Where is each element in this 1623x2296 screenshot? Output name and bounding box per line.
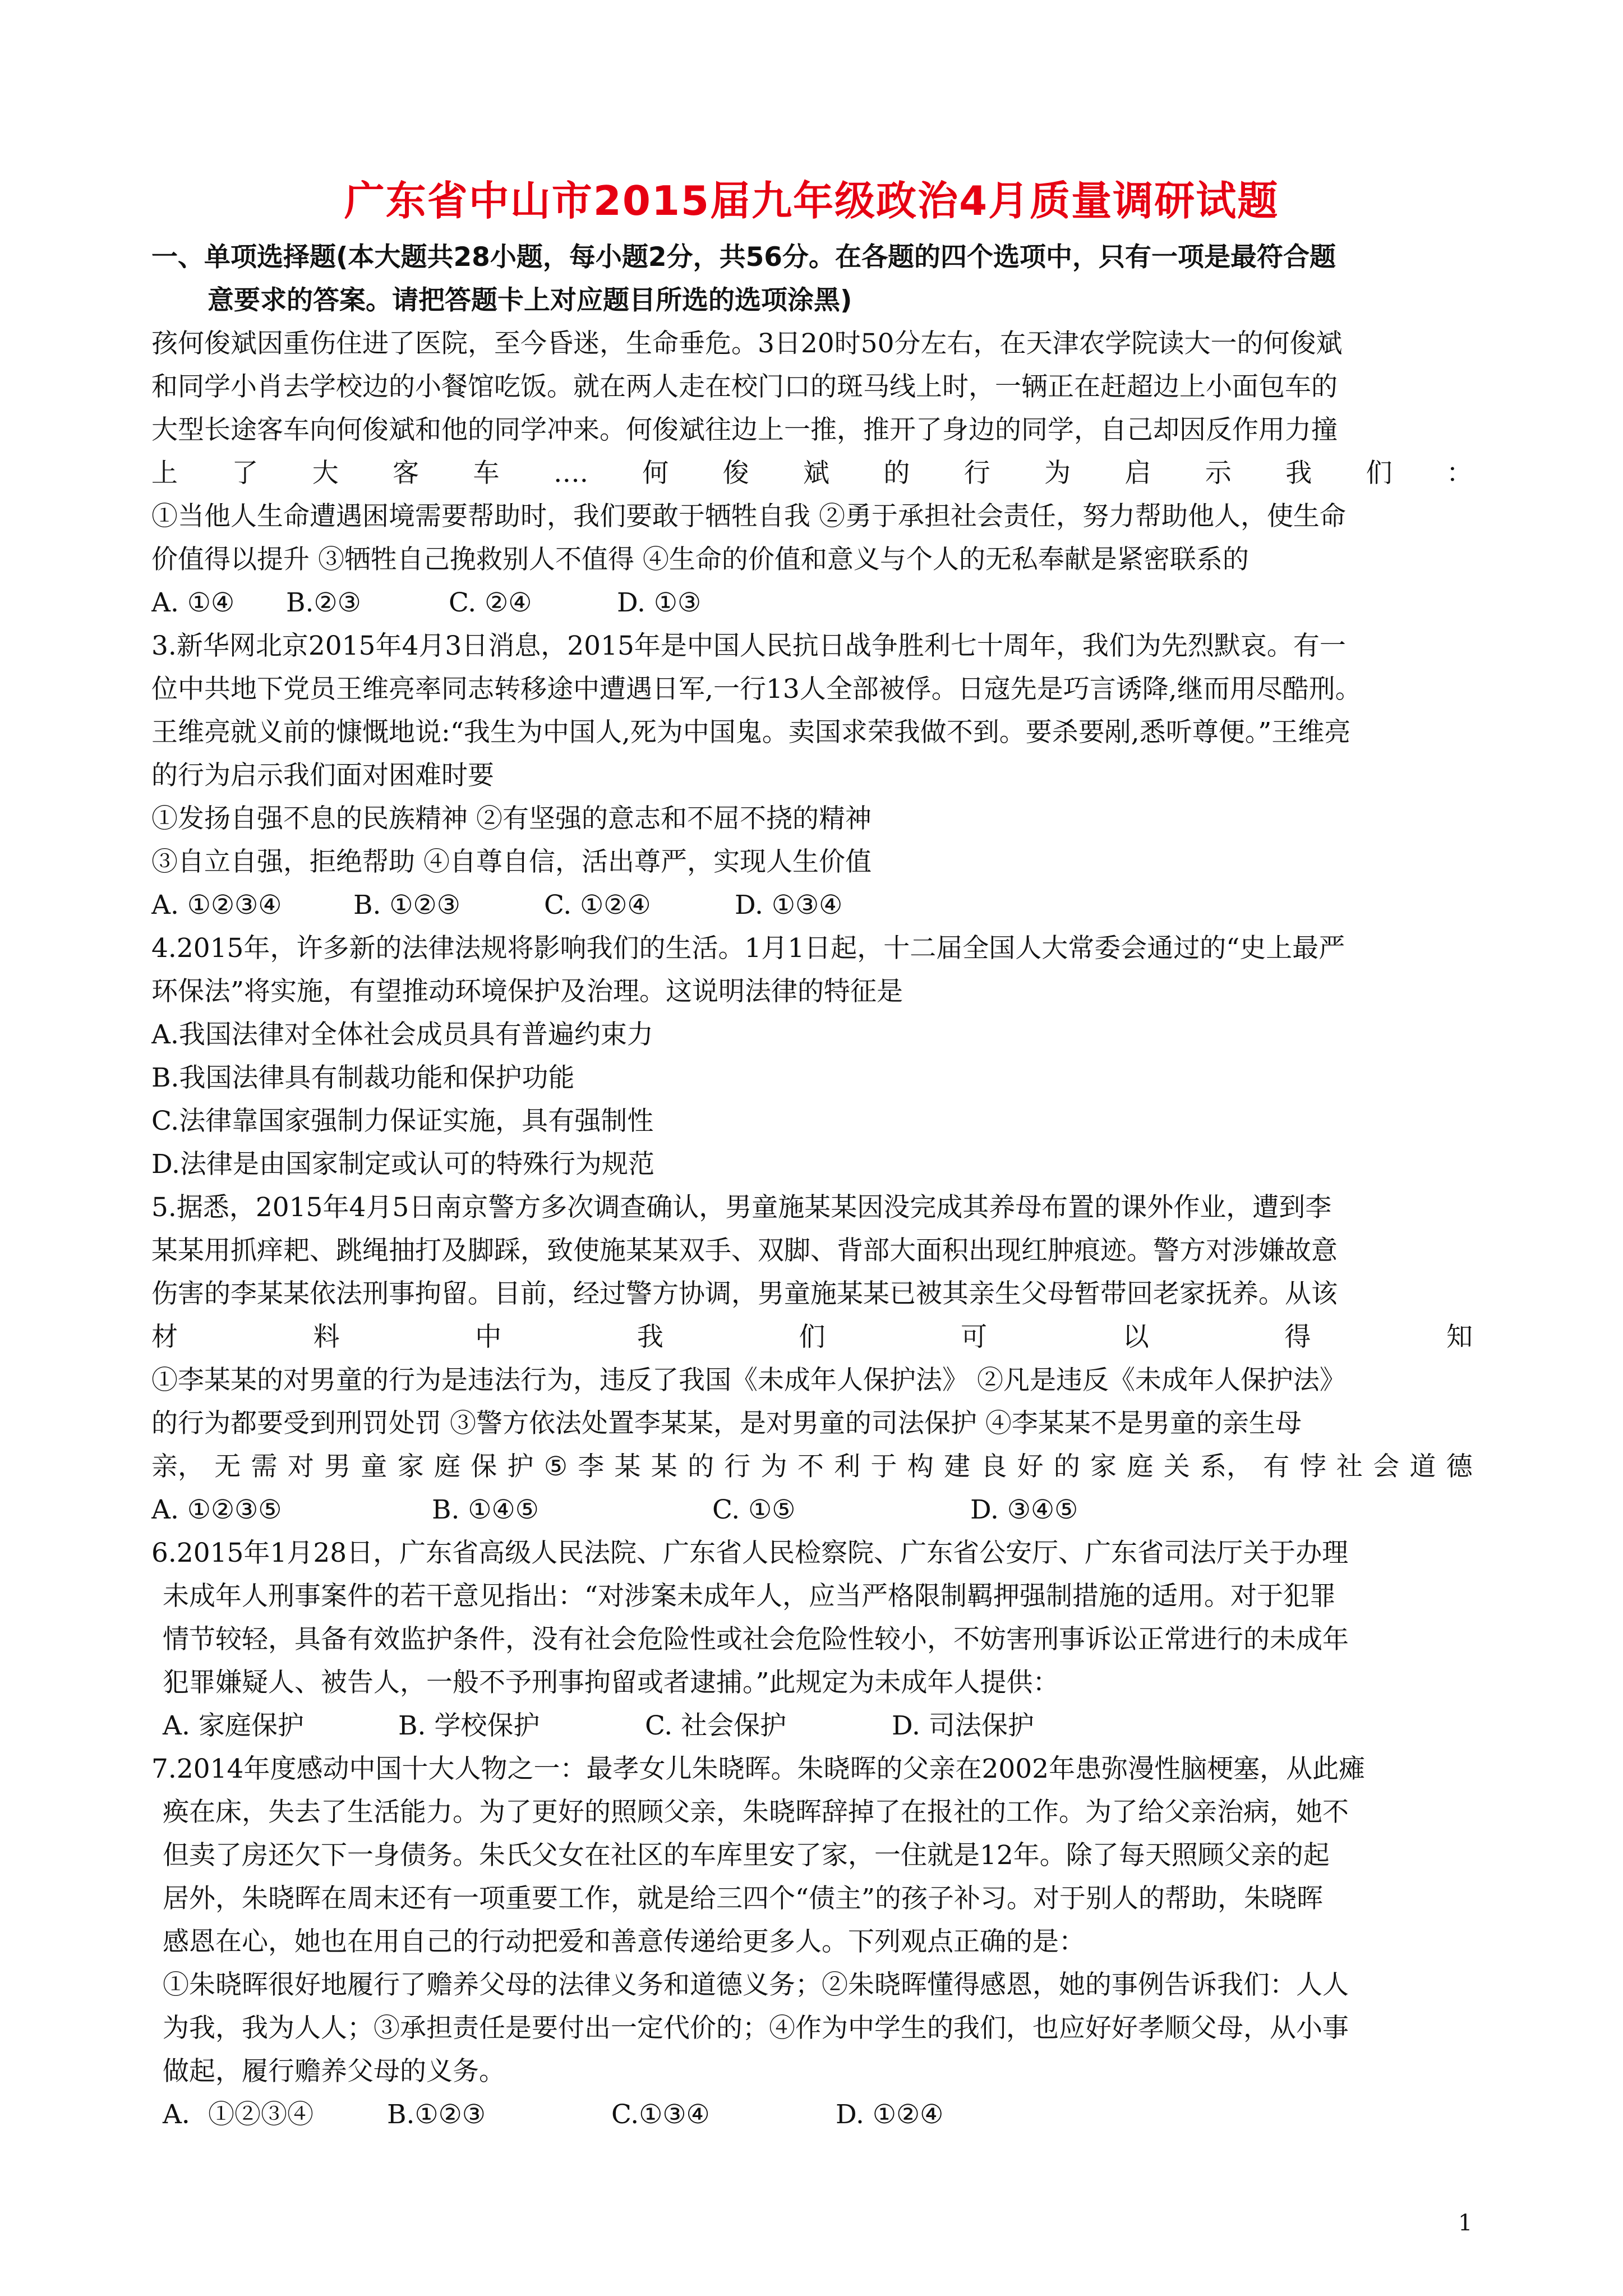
spread-token: 中 xyxy=(475,1322,502,1352)
spread-token: 亲， xyxy=(151,1451,204,1482)
spread-token: 行 xyxy=(724,1451,751,1482)
q5-statements-line-1: ①李某某的对男童的行为是违法行为，违反了我国《未成年人保护法》 ②凡是违反《未成年人保护法》 xyxy=(151,1365,1346,1396)
spread-token: 上 xyxy=(151,458,178,489)
spread-token: 悖 xyxy=(1299,1451,1326,1482)
q3-option-a: A. ①②③④ xyxy=(151,890,282,921)
spread-token: 家 xyxy=(397,1451,424,1482)
q6-option-b: B. 学校保护 xyxy=(398,1710,540,1741)
spread-token: 俊 xyxy=(722,458,749,489)
q7-line-8: 做起，履行赡养父母的义务。 xyxy=(163,2056,505,2087)
spread-token: 车 xyxy=(473,458,500,489)
spread-token: 们 xyxy=(799,1322,826,1352)
spread-token: 保 xyxy=(471,1451,497,1482)
q6-line-1: 6.2015年1月28日，广东省高级人民法院、广东省人民检察院、广东省公安厅、广东省司法厅关于办理 xyxy=(151,1538,1349,1568)
q7-line-7: 为我，我为人人；③承担责任是要付出一定代价的；④作为中学生的我们，也应好好孝顺父母，从小事 xyxy=(163,2013,1349,2044)
q3-option-c: C. ①②④ xyxy=(544,890,651,921)
q6-line-4: 犯罪嫌疑人、被告人，一般不予刑事拘留或者逮捕。”此规定为未成年人提供： xyxy=(163,1667,1059,1698)
q3-line-3: 王维亮就义前的慷慨地说:“我生为中国人,死为中国鬼。卖国求荣我做不到。要杀要剐,悉听尊便。”王维亮 xyxy=(151,717,1351,748)
spread-token: 建 xyxy=(944,1451,971,1482)
q5-line-3: 伤害的李某某依法刑事拘留。目前，经过警方协调，男童施某某已被其亲生父母暂带回老家抚养。从该 xyxy=(151,1278,1338,1309)
q3-option-b: B. ①②③ xyxy=(353,890,460,921)
spread-token: 为 xyxy=(760,1451,787,1482)
q2-option-b: B.②③ xyxy=(286,587,361,618)
q2-line-3: 大型长途客车向何俊斌和他的同学冲来。何俊斌往边上一推，推开了身边的同学，自己却因反作用力撞 xyxy=(151,415,1338,445)
q7-option-d: D. ①②④ xyxy=(836,2099,944,2130)
spread-token: 料 xyxy=(313,1322,340,1352)
spread-token: 某 xyxy=(614,1451,641,1482)
spread-token: 系， xyxy=(1200,1451,1253,1482)
spread-token: 良 xyxy=(980,1451,1007,1482)
q4-option-d: D.法律是由国家制定或认可的特殊行为规范 xyxy=(151,1149,654,1180)
q6-option-c: C. 社会保护 xyxy=(645,1710,787,1741)
spread-token: 可 xyxy=(961,1322,988,1352)
q5-option-a: A. ①②③⑤ xyxy=(151,1494,282,1525)
spread-token: 客 xyxy=(393,458,419,489)
q3-line-1: 3.新华网北京2015年4月3日消息，2015年是中国人民抗日战争胜利七十周年，我们为先烈默哀。有一 xyxy=(151,631,1346,661)
q3-line-5: ①发扬自强不息的民族精神 ②有坚强的意志和不屈不挠的精神 xyxy=(151,803,872,834)
q5-statements-line-2: 的行为都要受到刑罚处罚 ③警方依法处置李某某，是对男童的司法保护 ④李某某不是男童的亲生母 xyxy=(151,1408,1302,1439)
q3-line-2: 位中共地下党员王维亮率同志转移途中遭遇日军,一行13人全部被俘。日寇先是巧言诱降,继而用尽酷刑。 xyxy=(151,674,1362,705)
q3-option-d: D. ①③④ xyxy=(735,890,843,921)
q4-option-b: B.我国法律具有制裁功能和保护功能 xyxy=(151,1062,575,1093)
q2-spread-line xyxy=(151,452,1473,495)
q4-line-2: 环保法”将实施，有望推动环境保护及治理。这说明法律的特征是 xyxy=(151,976,903,1007)
spread-token: 李 xyxy=(578,1451,605,1482)
q5-option-b: B. ①④⑤ xyxy=(432,1494,539,1525)
q7-line-3: 但卖了房还欠下一身债务。朱氏父女在社区的车库里安了家，一住就是12年。除了每天照顾父亲的起 xyxy=(163,1840,1330,1871)
q5-option-c: C. ①⑤ xyxy=(712,1494,796,1525)
spread-token: ⑤ xyxy=(543,1451,568,1482)
spread-token: 我 xyxy=(637,1322,663,1352)
q7-line-6: ①朱晓晖很好地履行了赡养父母的法律义务和道德义务；②朱晓晖懂得感恩，她的事例告诉我们：人人 xyxy=(163,1970,1349,2000)
q4-line-1: 4.2015年，许多新的法律法规将影响我们的生活。1月1日起，十二届全国人大常委会通过的“史上最严 xyxy=(151,933,1345,964)
spread-token: 得 xyxy=(1284,1322,1311,1352)
spread-token: 斌 xyxy=(803,458,829,489)
q5-options xyxy=(151,1488,1473,1531)
q2-option-c: C. ②④ xyxy=(449,587,532,618)
q5-line-1: 5.据悉，2015年4月5日南京警方多次调查确认，男童施某某因没完成其养母布置的课外作业，遭到李 xyxy=(151,1192,1332,1223)
spread-token: 示 xyxy=(1205,458,1232,489)
q3-options xyxy=(151,884,1473,927)
spread-token: 的 xyxy=(883,458,910,489)
q7-option-c: C.①③④ xyxy=(611,2099,710,2130)
q5-spread-line xyxy=(151,1315,1473,1359)
q7-line-5: 感恩在心，她也在用自己的行动把爱和善意传递给更多人。下列观点正确的是： xyxy=(163,1926,1085,1957)
spread-token: 材 xyxy=(151,1322,178,1352)
spread-token: 童 xyxy=(361,1451,388,1482)
spread-token: 道 xyxy=(1409,1451,1436,1482)
spread-token: 利 xyxy=(834,1451,861,1482)
q3-line-4: 的行为启示我们面对困难时要 xyxy=(151,760,494,791)
q5-option-d: D. ③④⑤ xyxy=(970,1494,1078,1525)
q6-option-a: A. 家庭保护 xyxy=(163,1710,304,1741)
spread-token: 我 xyxy=(1285,458,1312,489)
spread-token: 不 xyxy=(797,1451,824,1482)
q7-line-4: 居外，朱晓晖在周末还有一项重要工作，就是给三四个“债主”的孩子补习。对于别人的帮助，朱晓晖 xyxy=(163,1883,1324,1914)
spread-token: …. xyxy=(553,458,588,489)
q2-statements-line-1: ①当他人生命遭遇困境需要帮助时，我们要敢于牺牲自我 ②勇于承担社会责任，努力帮助他人，使生命 xyxy=(151,501,1346,532)
spread-token: 为 xyxy=(1044,458,1071,489)
page-title: 广东省中山市2015届九年级政治4月质量调研试题 xyxy=(344,177,1279,224)
q6-line-2: 未成年人刑事案件的若干意见指出：“对涉案未成年人，应当严格限制羁押强制措施的适用。对于犯罪 xyxy=(163,1581,1336,1612)
spread-token: 行 xyxy=(963,458,990,489)
q2-line-1: 孩何俊斌因重伤住进了医院，至今昏迷，生命垂危。3日20时50分左右，在天津农学院读大一的何俊斌 xyxy=(151,328,1343,359)
q6-option-d: D. 司法保护 xyxy=(892,1710,1034,1741)
spread-token: 们 xyxy=(1366,458,1393,489)
spread-token: 知 xyxy=(1446,1322,1473,1352)
q5-spread-line-2 xyxy=(151,1445,1473,1488)
spread-token: 以 xyxy=(1122,1322,1149,1352)
spread-token: 的 xyxy=(688,1451,714,1482)
q7-line-2: 痪在床，失去了生活能力。为了更好的照顾父亲，朱晓晖辞掉了在报社的工作。为了给父亲治病，她不 xyxy=(163,1797,1349,1828)
q7-line-1: 7.2014年度感动中国十大人物之一：最孝女儿朱晓晖。朱晓晖的父亲在2002年患弥漫性脑梗塞，从此瘫 xyxy=(151,1754,1366,1784)
q3-line-6: ③自立自强，拒绝帮助 ④自尊自信，活出尊严，实现人生价值 xyxy=(151,846,872,877)
section-heading-line-1: 一、单项选择题(本大题共28小题，每小题2分，共56分。在各题的四个选项中，只有一项是最符合题 xyxy=(151,242,1336,273)
spread-token: 某 xyxy=(651,1451,677,1482)
spread-token: 于 xyxy=(870,1451,897,1482)
q7-option-b: B.①②③ xyxy=(387,2099,486,2130)
spread-token: 护 xyxy=(507,1451,534,1482)
q6-options xyxy=(151,1704,1473,1747)
q2-line-2: 和同学小肖去学校边的小餐馆吃饭。就在两人走在校门口的斑马线上时，一辆正在赶超边上小面包车的 xyxy=(151,371,1338,402)
spread-token: 大 xyxy=(312,458,339,489)
section-heading-line-2: 意要求的答案。请把答题卡上对应题目所选的选项涂黑) xyxy=(208,285,852,316)
spread-token: 有 xyxy=(1263,1451,1290,1482)
spread-token: 启 xyxy=(1124,458,1151,489)
q2-option-a: A. ①④ xyxy=(151,587,235,618)
q6-line-3: 情节较轻，具备有效监护条件，没有社会危险性或社会危险性较小，不妨害刑事诉讼正常进行的未成年 xyxy=(163,1624,1349,1655)
q4-option-c: C.法律靠国家强制力保证实施，具有强制性 xyxy=(151,1106,654,1137)
q2-option-d: D. ①③ xyxy=(617,587,702,618)
spread-token: ： xyxy=(1446,458,1473,489)
spread-token: 构 xyxy=(907,1451,934,1482)
spread-token: 无 xyxy=(214,1451,241,1482)
q5-line-2: 某某用抓痒耙、跳绳抽打及脚踩，致使施某某双手、双脚、背部大面积出现红肿痕迹。警方对涉嫌故意 xyxy=(151,1235,1338,1266)
spread-token: 的 xyxy=(1053,1451,1080,1482)
spread-token: 好 xyxy=(1017,1451,1044,1482)
q4-option-a: A.我国法律对全体社会成员具有普遍约束力 xyxy=(151,1019,653,1050)
spread-token: 庭 xyxy=(434,1451,460,1482)
spread-token: 会 xyxy=(1373,1451,1400,1482)
q7-option-a: A．①②③④ xyxy=(163,2099,313,2130)
q2-options xyxy=(151,581,1473,624)
question-content xyxy=(151,236,1473,2136)
spread-token: 关 xyxy=(1163,1451,1190,1482)
q2-statements-line-2: 价值得以提升 ③牺牲自己挽救别人不值得 ④生命的价值和意义与个人的无私奉献是紧密联系的 xyxy=(151,544,1249,575)
spread-token: 男 xyxy=(324,1451,351,1482)
spread-token: 社 xyxy=(1336,1451,1363,1482)
spread-token: 家 xyxy=(1090,1451,1117,1482)
spread-token: 了 xyxy=(232,458,259,489)
page-number: 1 xyxy=(1458,2210,1473,2236)
spread-token: 需 xyxy=(251,1451,278,1482)
spread-token: 德 xyxy=(1446,1451,1473,1482)
spread-token: 对 xyxy=(287,1451,314,1482)
spread-token: 何 xyxy=(642,458,669,489)
q7-options xyxy=(151,2093,1473,2136)
spread-token: 庭 xyxy=(1127,1451,1154,1482)
